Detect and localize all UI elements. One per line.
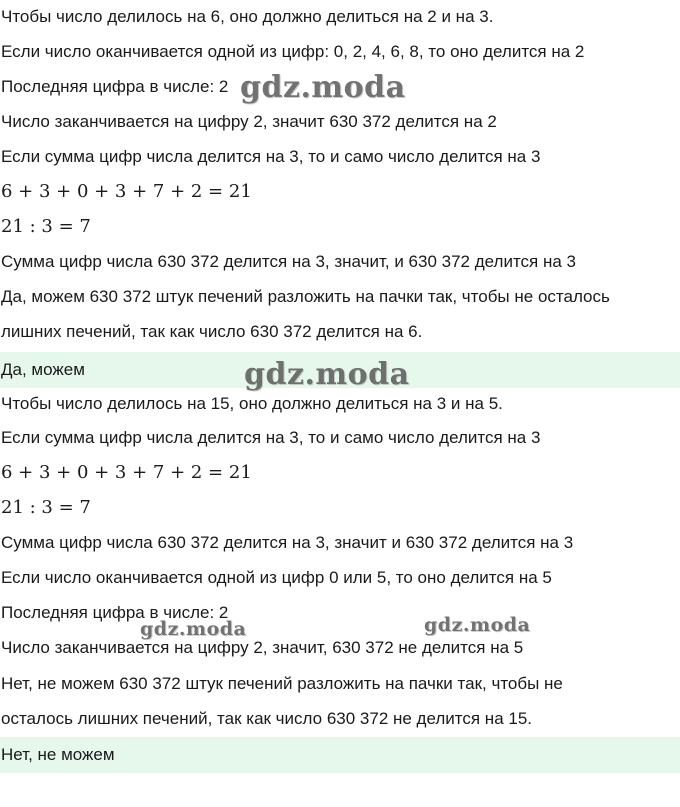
solution-line: Чтобы число делилось на 6, оно должно делиться на 2 и на 3. <box>1 7 494 26</box>
solution-line: Если сумма цифр числа делится на 3, то и само число делится на 3 <box>1 147 541 166</box>
solution-line: Последняя цифра в числе: 2 <box>1 77 229 96</box>
equation-line: 21 : 3 = 7 <box>1 497 91 518</box>
solution-line: Число заканчивается на цифру 2, значит 630 372 делится на 2 <box>1 112 497 131</box>
solution-line: Последняя цифра в числе: 2 <box>1 603 229 622</box>
solution-line: Если число оканчивается одной из цифр 0 или 5, то оно делится на 5 <box>1 568 552 587</box>
solution-line: осталось лишних печений, так как число 630 372 не делится на 15. <box>1 709 533 728</box>
solution-line: лишних печений, так как число 630 372 делится на 6. <box>1 322 423 341</box>
watermark: gdz.moda <box>244 357 410 392</box>
solution-line: Чтобы число делилось на 15, оно должно делиться на 3 и на 5. <box>1 394 503 413</box>
equation-line: 6 + 3 + 0 + 3 + 7 + 2 = 21 <box>1 462 252 483</box>
solution-line: Нет, не можем 630 372 штук печений разложить на пачки так, чтобы не <box>1 674 563 693</box>
watermark: gdz.moda <box>424 614 531 636</box>
solution-line: Если сумма цифр числа делится на 3, то и само число делится на 3 <box>1 428 541 447</box>
equation-line: 21 : 3 = 7 <box>1 216 91 237</box>
solution-line: Если число оканчивается одной из цифр: 0, 2, 4, 6, 8, то оно делится на 2 <box>1 42 585 61</box>
equation-line: 6 + 3 + 0 + 3 + 7 + 2 = 21 <box>1 181 252 202</box>
answer-box: Да, можем <box>0 352 680 388</box>
watermark: gdz.moda <box>240 70 406 105</box>
solution-line: Сумма цифр числа 630 372 делится на 3, значит и 630 372 делится на 3 <box>1 533 574 552</box>
solution-line: Сумма цифр числа 630 372 делится на 3, значит, и 630 372 делится на 3 <box>1 252 577 271</box>
watermark: gdz.moda <box>140 618 247 640</box>
solution-line: Число заканчивается на цифру 2, значит, 630 372 не делится на 5 <box>1 638 524 657</box>
answer-box: Нет, не можем <box>0 737 680 773</box>
solution-line: Да, можем 630 372 штук печений разложить на пачки так, чтобы не осталось <box>1 287 610 306</box>
